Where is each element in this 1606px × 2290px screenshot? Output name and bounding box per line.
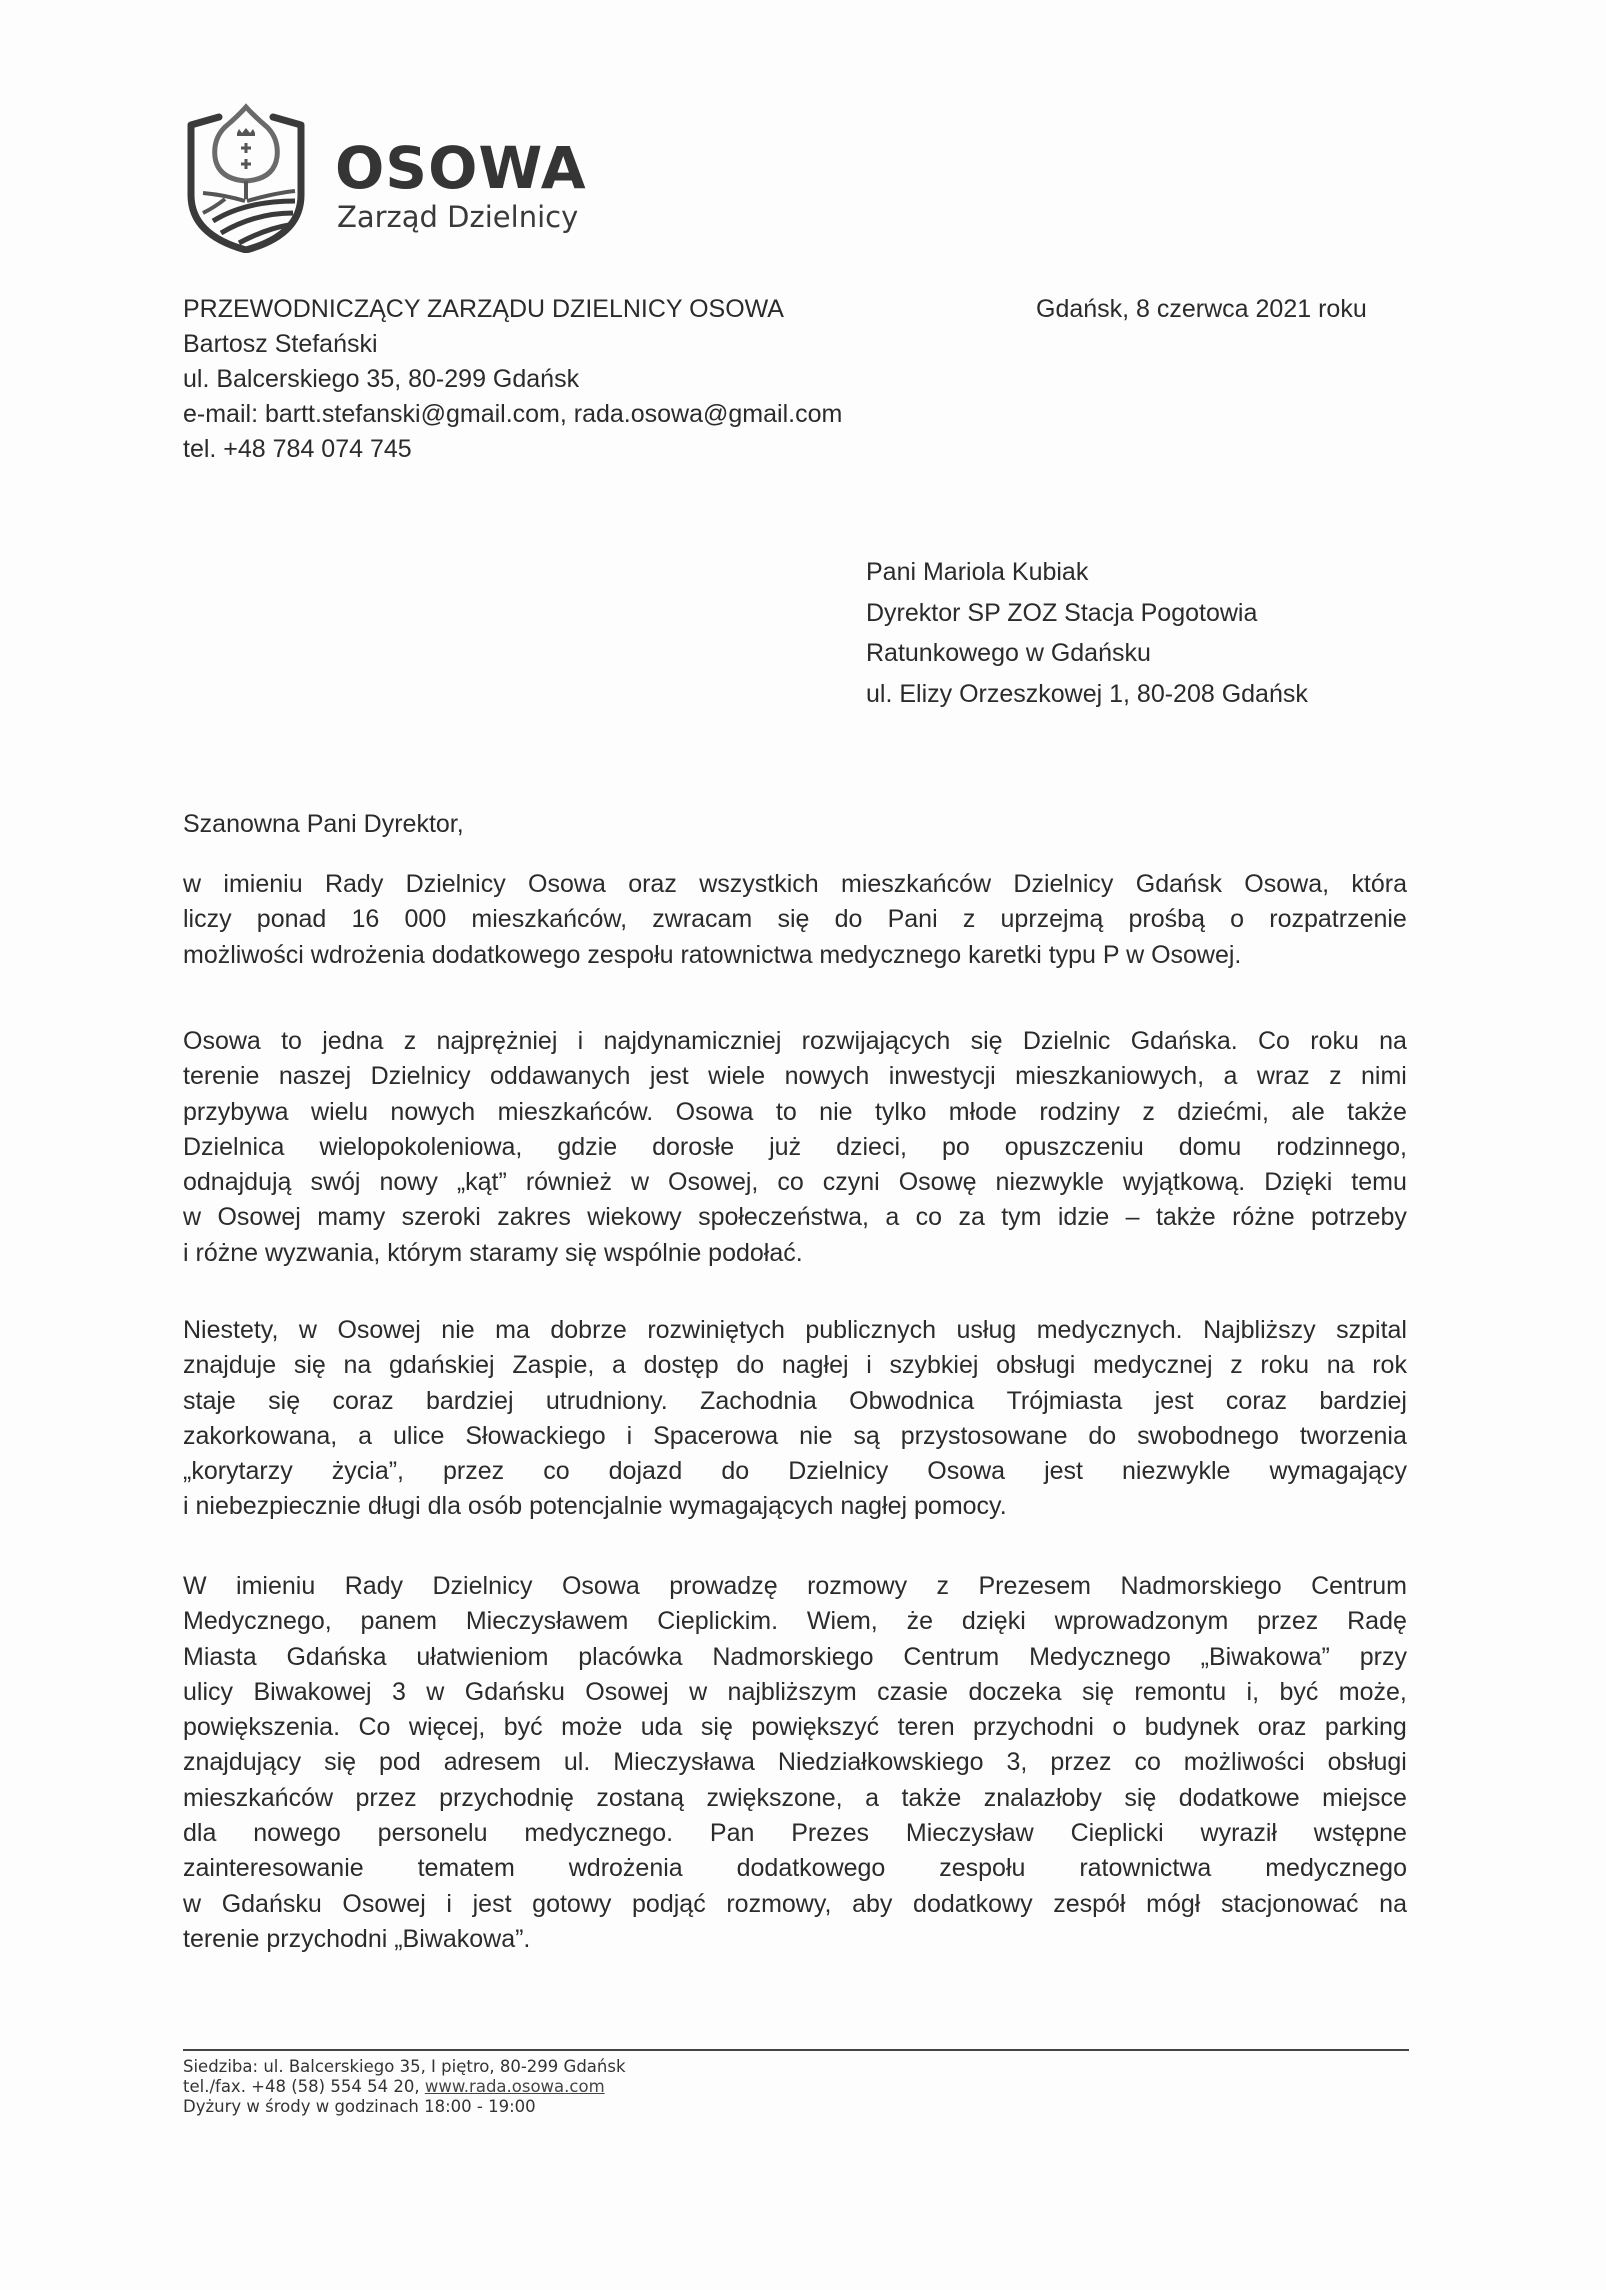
letterhead-footer <box>183 2057 626 2117</box>
paragraph-line: zakorkowana, a ulice Słowackiego i Spacerowa nie są przystosowane do swobodnego tworzenia <box>183 1421 1407 1450</box>
sender-title: PRZEWODNICZĄCY ZARZĄDU DZIELNICY OSOWA <box>183 295 784 323</box>
paragraph-line: Medycznego, panem Mieczysławem Cieplickim. Wiem, że dzięki wprowadzonym przez Radę <box>183 1607 1407 1636</box>
recipient-name: Pani Mariola Kubiak <box>866 558 1089 586</box>
recipient-address: ul. Elizy Orzeszkowej 1, 80-208 Gdańsk <box>866 679 1308 708</box>
sender-address: ul. Balcerskiego 35, 80-299 Gdańsk <box>183 365 580 393</box>
recipient-organization: Ratunkowego w Gdańsku <box>866 639 1151 667</box>
paragraph-line: odnajdują swój nowy „kąt” również w Osowej, co czyni Osowę niezwykle wyjątkową. Dzięki temu <box>183 1168 1407 1197</box>
letter-date: Gdańsk, 8 czerwca 2021 roku <box>1036 295 1367 323</box>
recipient-position: Dyrektor SP ZOZ Stacja Pogotowia <box>866 598 1258 627</box>
paragraph-line: przybywa wielu nowych mieszkańców. Osowa to nie tylko młode rodziny z dziećmi, ale także <box>183 1097 1407 1126</box>
paragraph-line: Osowa to jedna z najprężniej i najdynamiczniej rozwijających się Dzielnic Gdańska. Co roku na <box>183 1027 1407 1055</box>
sender-email: e-mail: bartt.stefanski@gmail.com, rada.osowa@gmail.com <box>183 400 843 428</box>
paragraph-line: Dzielnica wielopokoleniowa, gdzie dorosłe już dzieci, po opuszczeniu domu rodzinnego, <box>183 1132 1407 1161</box>
sender-block <box>183 293 983 468</box>
paragraph-line: możliwości wdrożenia dodatkowego zespołu ratownictwa medycznego karetki typu P w Osowej. <box>183 940 1242 969</box>
paragraph-4 <box>183 1570 1407 1958</box>
paragraph-line: Miasta Gdańska ułatwieniom placówka Nadmorskiego Centrum Medycznego „Biwakowa” przy <box>183 1642 1407 1671</box>
paragraph-line: „korytarzy życia”, przez co dojazd do Dzielnicy Osowa jest niezwykle wymagający <box>183 1457 1407 1486</box>
paragraph-line: w Osowej mamy szeroki zakres wiekowy społeczeństwa, a co za tym idzie – także różne potrzeby <box>183 1203 1407 1232</box>
paragraph-line: W imieniu Rady Dzielnicy Osowa prowadzę rozmowy z Prezesem Nadmorskiego Centrum <box>183 1572 1407 1600</box>
footer-divider <box>183 2049 1409 2051</box>
paragraph-line: Niestety, w Osowej nie ma dobrze rozwiniętych publicznych usług medycznych. Najbliższy szpital <box>183 1316 1407 1344</box>
sender-name: Bartosz Stefański <box>183 330 378 358</box>
paragraph-line: znajdujący się pod adresem ul. Mieczysława Niedziałkowskiego 3, przez co możliwości obsługi <box>183 1748 1407 1777</box>
footer-website-link[interactable]: www.rada.osowa.com <box>424 2077 605 2096</box>
logo-title: OSOWA <box>335 134 587 202</box>
paragraph-line: dla nowego personelu medycznego. Pan Prezes Mieczysław Cieplicki wyraził wstępne <box>183 1819 1407 1848</box>
paragraph-1 <box>183 868 1407 974</box>
paragraph-line: liczy ponad 16 000 mieszkańców, zwracam się do Pani z uprzejmą prośbą o rozpatrzenie <box>183 905 1407 934</box>
paragraph-2 <box>183 1025 1407 1272</box>
paragraph-line: powiększenia. Co więcej, być może uda się powiększyć teren przychodni o budynek oraz parking <box>183 1713 1407 1742</box>
paragraph-line: ulicy Biwakowej 3 w Gdańsku Osowej w najbliższym czasie doczeka się remontu i, być może, <box>183 1677 1407 1706</box>
paragraph-line: terenie naszej Dzielnicy oddawanych jest wiele nowych inwestycji mieszkaniowych, a wraz z nimi <box>183 1062 1407 1091</box>
salutation: Szanowna Pani Dyrektor, <box>183 810 464 838</box>
paragraph-3 <box>183 1314 1407 1526</box>
paragraph-line: mieszkańców przez przychodnię zostaną zwiększone, a także znalazłoby się dodatkowe miejsce <box>183 1783 1407 1812</box>
paragraph-line: w Gdańsku Osowej i jest gotowy podjąć rozmowy, aby dodatkowy zespół mógł stacjonować na <box>183 1889 1407 1918</box>
paragraph-line: i różne wyzwania, którym staramy się wspólnie podołać. <box>183 1238 803 1267</box>
osowa-logo <box>185 103 685 253</box>
footer-contact <box>183 2077 626 2097</box>
footer-hours: Dyżury w środy w godzinach 18:00 - 19:00 <box>183 2097 536 2116</box>
sender-phone: tel. +48 784 074 745 <box>183 435 412 463</box>
paragraph-line: w imieniu Rady Dzielnicy Osowa oraz wszystkich mieszkańców Dzielnicy Gdańsk Osowa, która <box>183 870 1407 898</box>
logo-subtitle: Zarząd Dzielnicy <box>337 200 579 234</box>
recipient-block <box>866 556 1308 718</box>
footer-phone: tel./fax. +48 (58) 554 54 20, <box>183 2077 425 2096</box>
paragraph-line: i niebezpiecznie długi dla osób potencjalnie wymagających nagłej pomocy. <box>183 1492 1007 1521</box>
paragraph-line: zainteresowanie tematem wdrożenia dodatkowego zespołu ratownictwa medycznego <box>183 1854 1407 1883</box>
paragraph-line: terenie przychodni „Biwakowa”. <box>183 1924 531 1953</box>
footer-address: Siedziba: ul. Balcerskiego 35, I piętro, 80-299 Gdańsk <box>183 2057 626 2076</box>
paragraph-line: staje się coraz bardziej utrudniony. Zachodnia Obwodnica Trójmiasta jest coraz bardziej <box>183 1386 1407 1415</box>
paragraph-line: znajduje się na gdańskiej Zaspie, a dostęp do nagłej i szybkiej obsługi medycznej z roku na rok <box>183 1351 1407 1380</box>
shield-tree-crest-icon <box>185 103 307 253</box>
